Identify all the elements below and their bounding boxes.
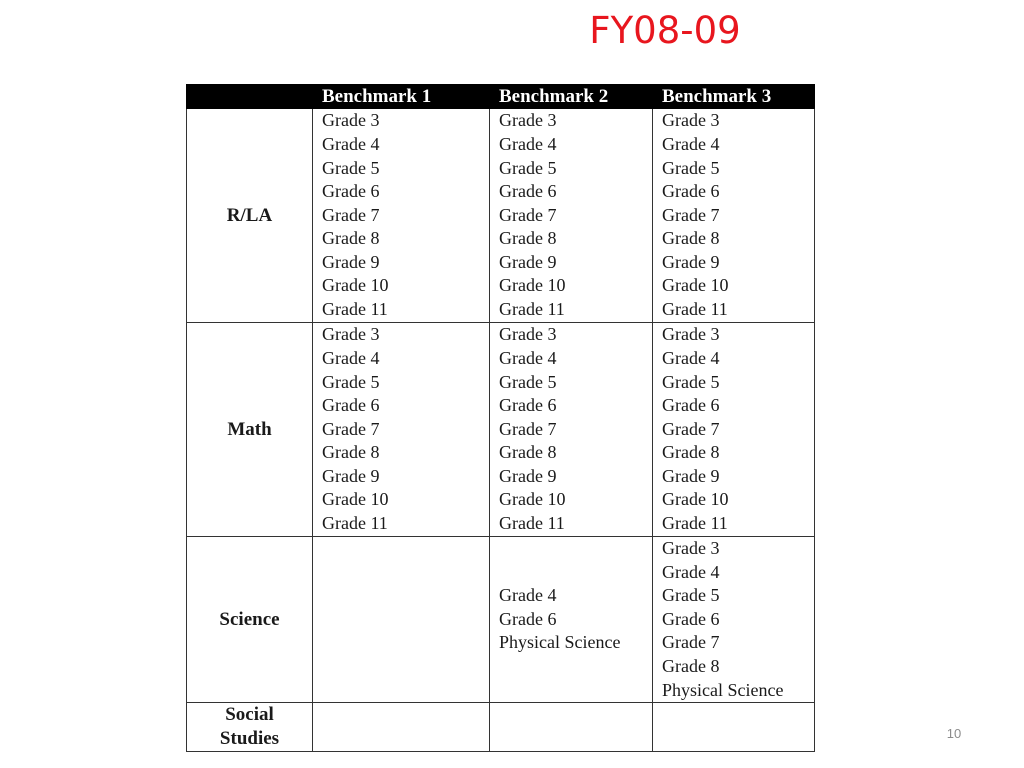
grade-item: Grade 9 — [499, 251, 557, 272]
header-subject — [187, 85, 313, 109]
grade-item: Grade 10 — [322, 275, 389, 296]
science-benchmark-1-cell — [313, 537, 490, 703]
grade-item: Grade 5 — [662, 371, 720, 392]
grade-item: Grade 11 — [322, 299, 388, 320]
grade-item: Grade 9 — [662, 251, 720, 272]
grade-item: Physical Science — [499, 632, 621, 653]
grade-item: Grade 4 — [499, 347, 557, 368]
grade-item: Grade 8 — [662, 228, 720, 249]
grade-item: Studies — [219, 728, 280, 750]
grade-item: Grade 3 — [322, 324, 380, 345]
math-benchmark-1-cell — [313, 323, 490, 537]
grade-item: Grade 4 — [662, 133, 720, 154]
grade-item: Grade 5 — [662, 157, 720, 178]
grade-item: Grade 7 — [662, 418, 720, 439]
grade-item: Physical Science — [662, 679, 784, 700]
grade-item: Grade 3 — [662, 538, 720, 558]
grade-item: Grade 11 — [662, 299, 728, 320]
grade-item: Grade 9 — [662, 465, 720, 486]
grade-item: Grade 9 — [322, 465, 380, 486]
grade-item: Grade 3 — [499, 110, 557, 131]
table-header-row — [187, 85, 815, 109]
table-row-social-studies — [187, 703, 815, 752]
grade-item: Grade 10 — [499, 275, 566, 296]
grade-item: Grade 5 — [499, 157, 557, 178]
grade-item: Grade 11 — [662, 513, 728, 534]
grade-item: Grade 4 — [662, 561, 720, 582]
grade-item: Grade 8 — [322, 228, 380, 249]
grade-item: Grade 3 — [499, 324, 557, 345]
grade-item: Grade 9 — [499, 465, 557, 486]
grade-item: Social — [225, 704, 274, 726]
grade-item: Grade 6 — [662, 181, 720, 202]
page-number: 10 — [946, 726, 962, 741]
math-benchmark-2-cell — [490, 323, 653, 537]
grade-item: Grade 10 — [499, 489, 566, 510]
rla-benchmark-1-cell — [313, 109, 490, 323]
subject-math: Math — [187, 323, 313, 537]
grade-item: Grade 11 — [322, 513, 388, 534]
grade-item: Grade 7 — [662, 204, 720, 225]
grade-item: Grade 7 — [662, 632, 720, 653]
social-studies-benchmark-1-cell — [313, 703, 490, 752]
grade-item: Grade 6 — [499, 395, 557, 416]
social-studies-benchmark-2-cell — [490, 703, 653, 752]
grade-item: Grade 7 — [499, 418, 557, 439]
grade-item: Grade 11 — [499, 299, 565, 320]
grade-item: Grade 10 — [662, 489, 729, 510]
math-benchmark-3-cell — [653, 323, 815, 537]
grade-item: Grade 4 — [662, 347, 720, 368]
grade-item: Grade 10 — [322, 489, 389, 510]
grade-item: Grade 6 — [499, 181, 557, 202]
rla-benchmark-3-cell — [653, 109, 815, 323]
grade-item: Grade 8 — [662, 442, 720, 463]
table-row-math — [187, 323, 815, 537]
grade-item: Grade 3 — [662, 110, 720, 131]
grade-item: Grade 9 — [322, 251, 380, 272]
slide-title: FY08-09 — [589, 9, 741, 52]
grade-item: Grade 6 — [662, 395, 720, 416]
grade-item: Grade 4 — [499, 133, 557, 154]
grade-item: Grade 3 — [322, 110, 380, 131]
grade-item: Grade 5 — [322, 371, 380, 392]
table-row-rla — [187, 109, 815, 323]
header-benchmark-3: Benchmark 3 — [653, 85, 815, 109]
benchmark-table — [186, 84, 815, 752]
grade-item: Grade 7 — [499, 204, 557, 225]
grade-item: Grade 7 — [322, 418, 380, 439]
science-benchmark-2-cell — [490, 537, 653, 703]
grade-item: Grade 10 — [662, 275, 729, 296]
grade-item: Grade 5 — [499, 371, 557, 392]
grade-item: Grade 6 — [322, 181, 380, 202]
table-row-science — [187, 537, 815, 703]
subject-science: Science — [187, 537, 313, 703]
grade-item: Grade 8 — [322, 442, 380, 463]
grade-item: Grade 6 — [322, 395, 380, 416]
grade-item: Grade 8 — [499, 442, 557, 463]
social-studies-benchmark-3-cell — [653, 703, 815, 752]
grade-item: Grade 6 — [662, 608, 720, 629]
grade-item: Grade 7 — [322, 204, 380, 225]
header-benchmark-1: Benchmark 1 — [313, 85, 490, 109]
grade-item: Grade 6 — [499, 608, 557, 629]
grade-item: Grade 5 — [662, 585, 720, 606]
grade-item: Grade 4 — [499, 585, 557, 606]
grade-item: Grade 3 — [662, 324, 720, 345]
grade-item: Grade 8 — [662, 655, 720, 676]
grade-item: Grade 4 — [322, 347, 380, 368]
grade-item: Grade 11 — [499, 513, 565, 534]
subject-rla: R/LA — [187, 109, 313, 323]
grade-item: Grade 8 — [499, 228, 557, 249]
header-benchmark-2: Benchmark 2 — [490, 85, 653, 109]
grade-item: Grade 4 — [322, 133, 380, 154]
rla-benchmark-2-cell — [490, 109, 653, 323]
science-benchmark-3-cell — [653, 537, 815, 703]
subject-social-studies — [187, 703, 313, 752]
grade-item: Grade 5 — [322, 157, 380, 178]
